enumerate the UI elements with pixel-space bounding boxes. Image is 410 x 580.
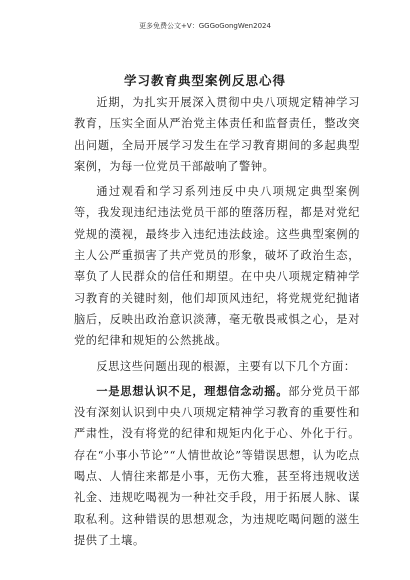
paragraph-cases: 通过观看和学习系列违反中央八项规定典型案例等，我发现违纪违法党员干部的堕落历程，都是对党纪党规的漠视，最终步入违纪违法歧途。这些典型案例的主人公严重损害了共产党员的形象，破坏了政治生态，辜负了人民群众的信任和期望。在中央八项规定精神学习教育的关键时刻，他们却顶风违纪，将党规党纪抛诸脑后，反映出政治意识淡薄，毫无敬畏戒惧之心，是对党的纪律和规矩的公然挑战。 xyxy=(74,185,360,348)
paragraph-intro: 近期，为扎实开展深入贯彻中央八项规定精神学习教育，压实全面从严治党主体责任和监督责任，整改突出问题，全局开展学习发生在学习教育期间的多起典型案例，为每一位党员干部敲响了警钟。 xyxy=(74,96,360,173)
document-body xyxy=(74,92,360,551)
paragraph-point-one xyxy=(74,381,360,551)
point-one-heading: 一是思想认识不足，理想信念动摇。 xyxy=(96,383,289,398)
document-title: 学习教育典型案例反思心得 xyxy=(123,73,286,88)
point-one-text: 部分党员干部没有深刻认识到中央八项规定精神学习教育的重要性和严肃性，没有将党的纪律和规矩内化于心、外化于行。存在“小事小节论”“人情世故论”等错误思想，认为吃点喝点、人情往来都是小事，无伤大雅，甚至将违规收送礼金、违规吃喝视为一种社交手段，用于拓展人脉、谋取私利。这种错误的思想观念，为违规吃喝问题的滋生提供了土壤。 xyxy=(74,384,360,547)
header-note: 更多免费公文+V：GGGoGongWen2024 xyxy=(139,22,271,30)
paragraph-reflection: 反思这些问题出现的根源，主要有以下几个方面： xyxy=(96,359,356,373)
